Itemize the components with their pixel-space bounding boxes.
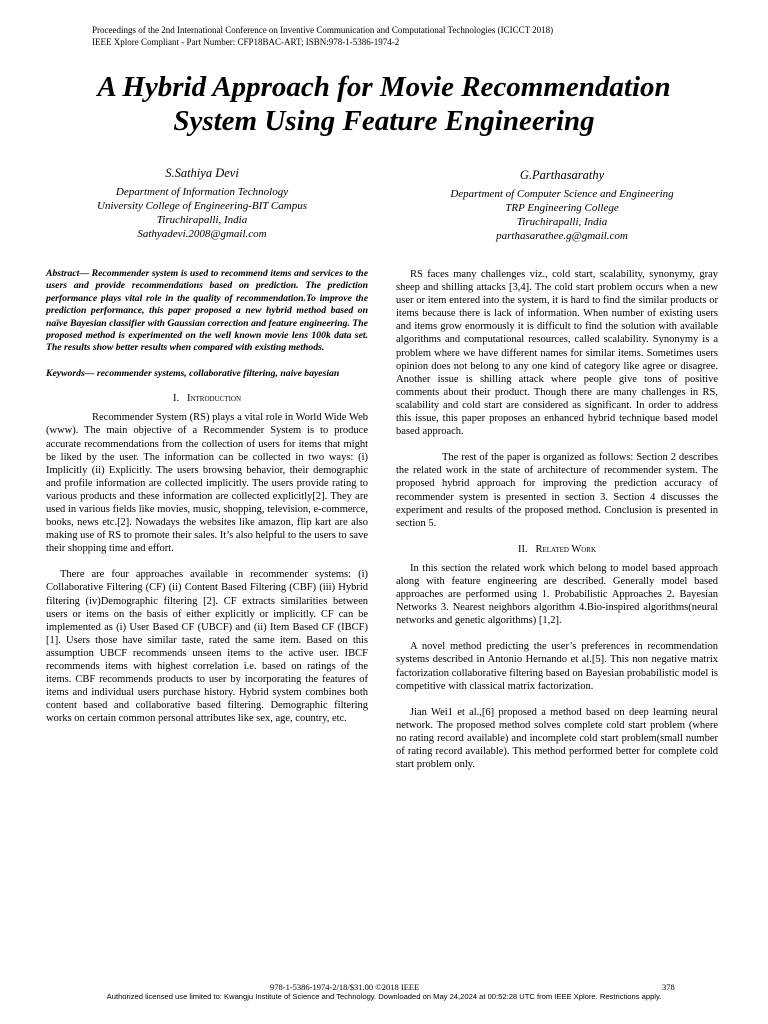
conference-header <box>92 24 553 48</box>
author-name: S.Sathiya Devi <box>165 166 239 180</box>
author-email: parthasarathee.g@gmail.com <box>496 230 628 242</box>
section-title: Introduction <box>186 393 242 405</box>
paragraph: Recommender System (RS) plays a vital role in World Wide Web (www). The main objective of a Recommender System is to produce accurate recommendations from the collection of users for items that might be liked by the user. The information can be collected in two ways: (i) Implicitly (ii) Explicitly. The users browsing behavior, their demographic and profile information are collected implicitly. The users provide rating to various products and these information are collected explicitly[2]. They are used in various fields like movies, music, shopping, television, e-commerce, books, news etc.[2]. Nowadays the websites like amazon, flip kart are also making use of RS to promote their sales. It’s also helpful to the users to save their shopping time and effort. <box>46 412 368 555</box>
conference-line-2: IEEE Xplore Compliant - Part Number: CFP18BAC-ART; ISBN:978-1-5386-1974-2 <box>92 37 400 47</box>
section-number: I. <box>172 393 180 405</box>
conference-line-1: Proceedings of the 2nd International Conference on Inventive Communication and Computational Technologies (ICICCT 2018) <box>92 25 554 35</box>
section-title: Related Work <box>535 543 597 555</box>
paragraph: A novel method predicting the user’s preferences in recommendation systems described in Antonio Hernando et al.[5]. This non negative matrix factorization collaborative filtering based on Bayesian probabilistic model is competitive with classical matrix factorization. <box>396 641 718 692</box>
right-column <box>396 268 718 784</box>
title-line-1: A Hybrid Approach for Movie Recommendation <box>97 71 671 103</box>
paragraph: RS faces many challenges viz., cold start, scalability, synonymy, gray sheep and shilling attacks [3,4]. The cold start problem occurs when a new user or item entered into the system, it is hard to find the similar products or items because there is lack of information. When number of existing users and items grow enormously it is difficult to find the solution with available algorithms and computational resources, called scalability. Synonymy is a problem where we have different names for similar items. Sometimes users opinion does not belong to any one kind of category like agree or disagree. Another issue is shilling attack where people give tons of positive comments about their product. Though there are many challenges in RS, scalability and cold start are considered as significant. In order to address this issue, this paper proposes an enhanced hybrid technique based model based approach. <box>396 269 718 438</box>
section-heading-introduction <box>46 392 368 405</box>
author-department: Department of Information Technology <box>115 186 289 198</box>
author-location: Tiruchirapalli, India <box>156 214 248 226</box>
section-heading-related-work <box>396 543 718 556</box>
author-block-1 <box>52 166 352 241</box>
license-notice: Authorized licensed use limited to: Kwangju Institute of Science and Technology. Downloaded on May 24,2024 at 00:52:28 UTC from IEEE Xplore. Restrictions apply. <box>106 992 662 1001</box>
author-institution: TRP Engineering College <box>505 202 619 214</box>
author-institution: University College of Engineering-BIT Campus <box>97 200 307 212</box>
paragraph: The rest of the paper is organized as follows: Section 2 describes the related work in the state of architecture of recommender system. The proposed hybrid approach for improving the prediction accuracy of recommender system is presented in section 3. Section 4 discusses the experiment and results of the proposed method. Conclusion is presented in section 5. <box>396 452 718 529</box>
author-location: Tiruchirapalli, India <box>516 216 608 228</box>
section-number: II. <box>517 543 528 555</box>
footer-copyright: 978-1-5386-1974-2/18/$31.00 ©2018 IEEE <box>270 982 420 992</box>
paragraph: Jian Wei1 et al.,[6] proposed a method based on deep learning neural network. The proposed method solves complete cold start problem (where no rating record available) and incomplete cold start problem(small number of rating record available). This method performed better for complete cold start problem only. <box>396 706 718 771</box>
paper-title <box>40 70 728 138</box>
left-column <box>46 268 368 739</box>
author-name: G.Parthasarathy <box>519 168 605 182</box>
paragraph: In this section the related work which belong to model based approach along with feature engineering are described. Generally model based approaches are performed using 1. Probabilistic Approaches 2. Bayesian Networks 3. Nearest neighbors algorithm 4.Bio-inspired algorithms(neural networks and genetic algorithms) [1,2]. <box>396 562 718 627</box>
abstract: Abstract— Recommender system is used to recommend items and services to the users and provide recommendations based on prediction. The prediction performance plays vital role in the quality of recommendation.To improve the prediction performance, this paper proposed a new hybrid method based on naïve Bayesian classifier with Gaussian correction and feature engineering. The proposed method is experimented on the well known movie lens 100k data set. The results show better results when compared with existing methods. <box>46 268 368 354</box>
author-email: Sathyadevi.2008@gmail.com <box>137 228 267 240</box>
page-number: 378 <box>662 982 675 992</box>
author-block-2 <box>412 168 712 243</box>
author-department: Department of Computer Science and Engineering <box>450 188 674 200</box>
paragraph: There are four approaches available in recommender systems: (i) Collaborative Filtering (CF) (ii) Content Based Filtering (CBF) (iii) Hybrid filtering (iv)Demographic filtering [2]. CF extracts similarities between users or items on the basis of either explicitly or implicitly. CF can be implemented as (i) User Based CF (UBCF) and (ii) Item Based CF (IBCF) [1]. Users those have similar taste, rated the same item. Based on this assumption UBCF recommends unseen items to the active user. IBCF recommends items with highest correlation i.e. based on ratings of the items. CBF recommends products to user by incorporating the features of items and individual users purchase history. Hybrid system combines both content based and collaborative based filtering. Demographic filtering works on certain common personal attributes like sex, age, country, etc. <box>46 569 368 725</box>
keywords: Keywords— recommender systems, collaborative filtering, naive bayesian <box>46 367 340 379</box>
title-line-2: System Using Feature Engineering <box>173 105 595 137</box>
